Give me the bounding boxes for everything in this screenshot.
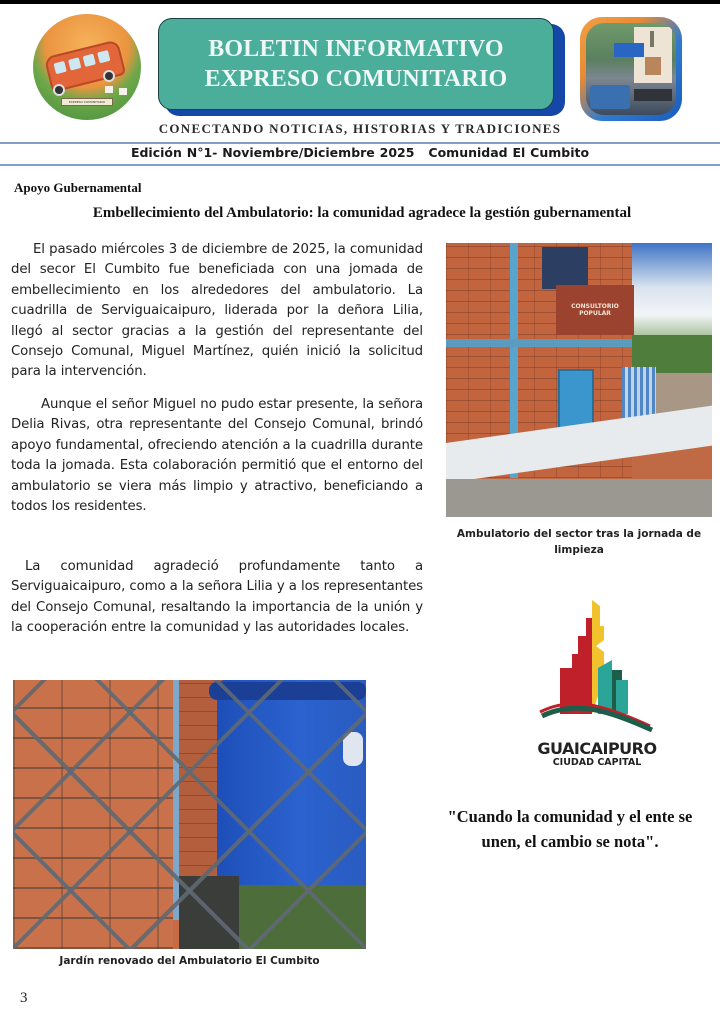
paragraph-text: Aunque el señor Miguel no pudo estar presente, la señora Delia Rivas, otra representante del Consejo Comunal, brindó apoyo fundamental, ofreciendo atención a la cuadrilla durante toda la jomada. Esta colaboración permitió que el entorno del ambulatorio se viera más limpio y atractivo, beneficiando a todos los residentes. bbox=[11, 397, 423, 515]
community-collage-logo-icon bbox=[580, 17, 682, 121]
article-paragraph-2 bbox=[11, 395, 423, 517]
title-box bbox=[158, 18, 554, 110]
ambulatorio-photo bbox=[446, 243, 712, 517]
article-paragraph-1 bbox=[11, 240, 423, 383]
photo-caption-1: Ambulatorio del sector tras la jornada de limpieza bbox=[456, 528, 702, 556]
top-border bbox=[0, 0, 720, 4]
article-paragraph-3 bbox=[11, 557, 423, 639]
divider-top bbox=[0, 142, 720, 144]
divider-bottom bbox=[0, 164, 720, 166]
community-bus-logo-icon bbox=[33, 14, 141, 120]
edition-number: Edición N°1- Noviembre/Diciembre 2025 bbox=[130, 145, 415, 160]
sponsor-name: GUAICAIPURO bbox=[537, 739, 657, 758]
edition-line bbox=[0, 145, 720, 160]
pull-quote: "Cuando la comunidad y el ente se unen, el cambio se nota". bbox=[447, 807, 693, 851]
article-headline: Embellecimiento del Ambulatorio: la comunidad agradece la gestión gubernamental bbox=[92, 205, 632, 221]
photo-caption-2: Jardín renovado del Ambulatorio El Cumbito bbox=[59, 955, 320, 967]
tagline: CONECTANDO NOTICIAS, HISTORIAS Y TRADICIONES bbox=[158, 121, 562, 136]
paragraph-text: La comunidad agradeció profundamente tanto a Serviguaicaipuro, como a la señora Lilia y a los representantes del Consejo Comunal, resaltando la importancia de la unión y la cooperación entre la comunidad y las autoridades locales. bbox=[11, 559, 423, 636]
consultorio-sign: CONSULTORIO POPULAR bbox=[556, 285, 634, 335]
garden-photo bbox=[13, 680, 366, 949]
sponsor-subtitle: CIUDAD CAPITAL bbox=[552, 757, 642, 768]
logo-banner: EXPRESO COMUNITARIO bbox=[61, 98, 113, 106]
title-line-1: BOLETIN INFORMATIVO bbox=[208, 36, 504, 62]
section-label: Apoyo Gubernamental bbox=[14, 180, 142, 195]
page-number: 3 bbox=[20, 990, 28, 1006]
title-line-2: EXPRESO COMUNITARIO bbox=[204, 66, 508, 92]
chain-link-fence bbox=[13, 680, 366, 949]
community-name: Comunidad El Cumbito bbox=[428, 145, 590, 160]
paragraph-text: El pasado miércoles 3 de diciembre de 2025, la comunidad del secor El Cumbito fue beneficiada con una jomada de embellecimiento en los alrededores del ambulatorio. La cuadrilla de Serviguaicaipuro, liderada por la deñora Lilia, llegó al sector gracias a la gestión del representante del Consejo Comunal, Miguel Martínez, quién inició la solicitud para la intervención. bbox=[11, 242, 423, 380]
